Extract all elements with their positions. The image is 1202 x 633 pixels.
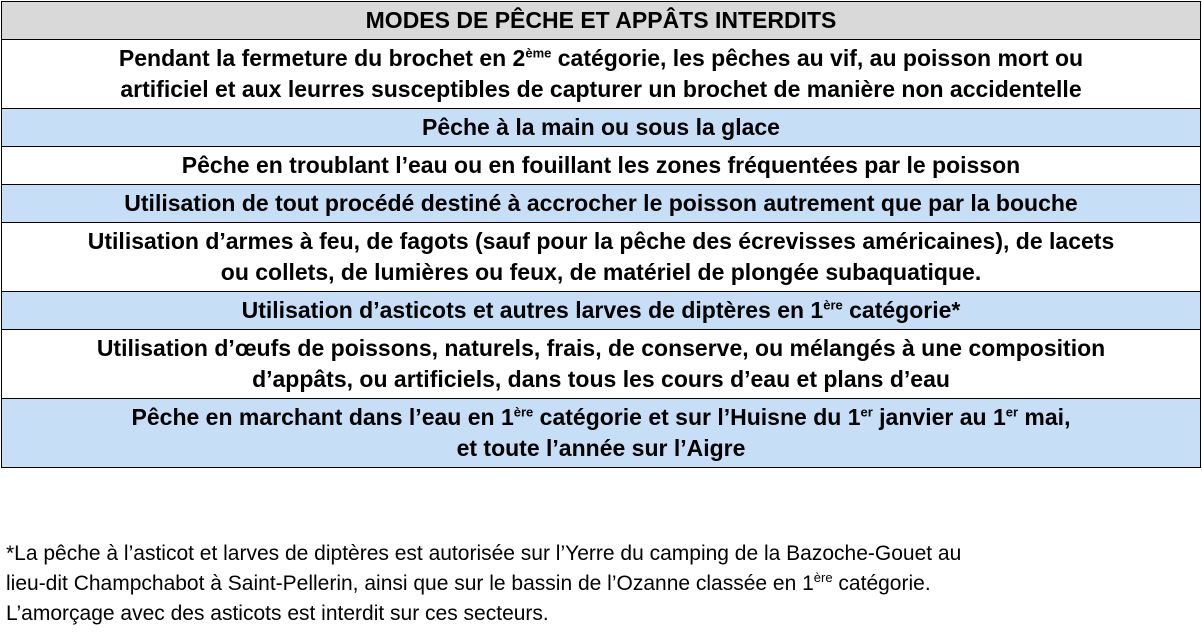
rule-cell (2, 147, 1201, 185)
rule-cell (2, 185, 1201, 223)
rule-cell (2, 109, 1201, 147)
table-row (2, 109, 1201, 147)
rule-line: artificiel et aux leurres susceptibles de capturer un brochet de manière non accidentelle (120, 76, 1082, 102)
rule-line: Utilisation d’asticots et autres larves de diptères en 1ère catégorie* (241, 297, 961, 323)
rule-line: d’appâts, ou artificiels, dans tous les cours d’eau et plans d’eau (252, 366, 950, 392)
rule-cell (2, 292, 1201, 330)
rule-line: Pêche en marchant dans l’eau en 1ère catégorie et sur l’Huisne du 1er janvier au 1er mai, (131, 404, 1071, 430)
table-title: MODES DE PÊCHE ET APPÂTS INTERDITS (2, 2, 1201, 40)
footnote-line: lieu-dit Champchabot à Saint-Pellerin, ainsi que sur le bassin de l’Ozanne classée en 1ère catégorie. (6, 570, 931, 595)
rule-cell (2, 330, 1201, 399)
rule-cell (2, 40, 1201, 109)
prohibited-methods-table (1, 1, 1201, 468)
rule-cell (2, 223, 1201, 292)
footnote-line: L’amorçage avec des asticots est interdit sur ces secteurs. (6, 602, 549, 625)
rule-line: Pendant la fermeture du brochet en 2ème catégorie, les pêches au vif, au poisson mort ou (118, 45, 1084, 71)
footnote (6, 539, 1196, 629)
table-header-row (2, 2, 1201, 40)
rule-line: Utilisation d’œufs de poissons, naturels, frais, de conserve, ou mélangés à une composition (96, 335, 1106, 361)
rule-line: ou collets, de lumières ou feux, de matériel de plongée subaquatique. (220, 259, 982, 285)
table-row (2, 292, 1201, 330)
rule-line: et toute l’année sur l’Aigre (456, 435, 746, 461)
footnote-line: *La pêche à l’asticot et larves de diptères est autorisée sur l’Yerre du camping de la Bazoche-Gouet au (6, 542, 962, 565)
rule-cell (2, 399, 1201, 468)
table-row (2, 399, 1201, 468)
table-row (2, 330, 1201, 399)
rule-line: Utilisation de tout procédé destiné à accrocher le poisson autrement que par la bouche (124, 190, 1078, 216)
rule-line: Pêche en troublant l’eau ou en fouillant les zones fréquentées par le poisson (181, 152, 1021, 178)
rule-line: Utilisation d’armes à feu, de fagots (sauf pour la pêche des écrevisses américaines), de lacets (87, 228, 1115, 254)
table-row (2, 223, 1201, 292)
table-row (2, 40, 1201, 109)
table-row (2, 147, 1201, 185)
table-row (2, 185, 1201, 223)
rule-line: Pêche à la main ou sous la glace (422, 114, 780, 140)
